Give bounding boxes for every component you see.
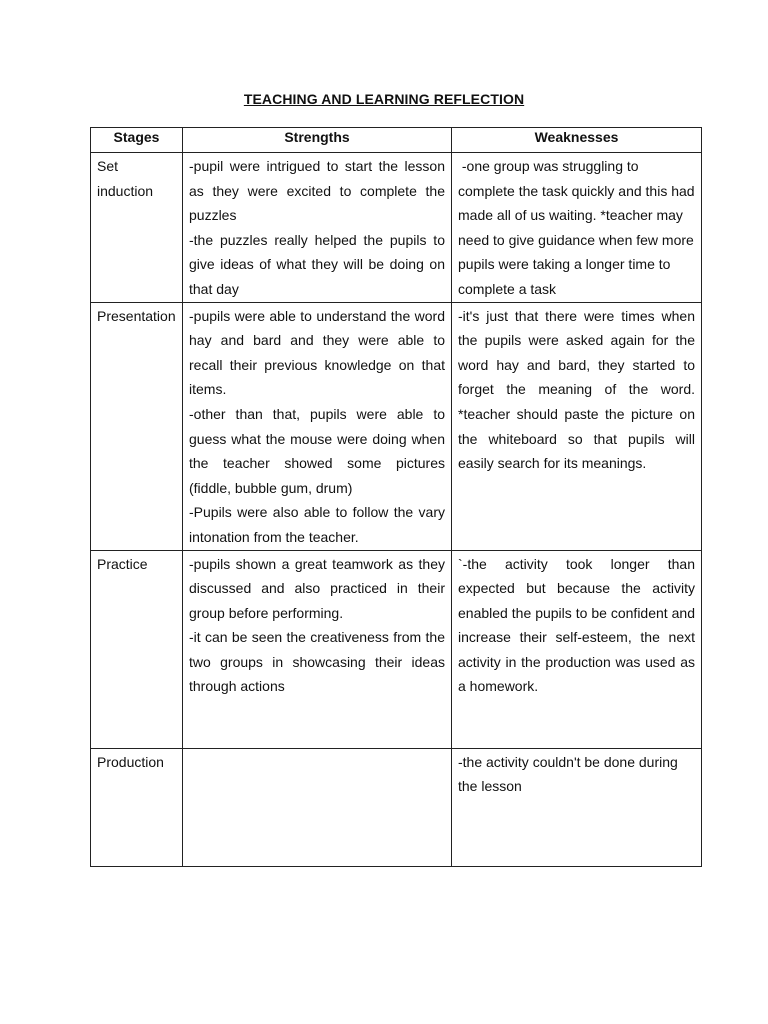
- strength-point: -Pupils were also able to follow the vary intonation from the teacher.: [189, 504, 445, 545]
- weaknesses-cell: [452, 748, 702, 866]
- table-row: [91, 153, 702, 303]
- table-row: [91, 748, 702, 866]
- table-header-row: [91, 128, 702, 153]
- weaknesses-cell: [452, 302, 702, 550]
- strength-point: -other than that, pupils were able to guess what the mouse were doing when the teacher showed some pictures (fiddle, bubble gum, drum): [189, 405, 445, 496]
- strength-point: -pupil were intrigued to start the lesson as they were excited to complete the puzzles: [189, 158, 445, 224]
- strengths-cell: [183, 550, 452, 748]
- stage-cell: [91, 153, 183, 303]
- column-header-weaknesses: Weaknesses: [452, 128, 702, 153]
- weakness-point: -one group was struggling to complete the task quickly and this had made all of us waiting. *teacher may need to give guidance when few more pupils were taking a longer time to complete a task: [458, 158, 699, 297]
- column-header-strengths: Strengths: [183, 128, 452, 153]
- stage-cell: [91, 302, 183, 550]
- strength-point: -the puzzles really helped the pupils to give ideas of what they will be doing on that day: [189, 231, 445, 297]
- document-title: TEACHING AND LEARNING REFLECTION: [243, 91, 525, 107]
- strengths-cell: [183, 748, 452, 866]
- strengths-cell: [183, 153, 452, 303]
- stage-label: Presentation: [97, 307, 176, 324]
- stage-cell: [91, 748, 183, 866]
- weaknesses-cell: [452, 153, 702, 303]
- stage-label: Practice: [97, 555, 148, 572]
- strength-point: -pupils were able to understand the word hay and bard and they were able to recall their previous knowledge on that items.: [189, 307, 445, 398]
- column-header-stages: Stages: [91, 128, 183, 153]
- weakness-point: `-the activity took longer than expected but because the activity enabled the pupils to be confident and increase their self-esteem, the next activity in the production was used as a homework.: [458, 555, 695, 695]
- stage-label: Set induction: [97, 158, 154, 199]
- weaknesses-cell: [452, 550, 702, 748]
- strengths-cell: [183, 302, 452, 550]
- weakness-point: -the activity couldn't be done during the lesson: [458, 753, 678, 795]
- table-row: [91, 302, 702, 550]
- table-row: [91, 550, 702, 748]
- reflection-table: [90, 127, 702, 867]
- weakness-point: -it's just that there were times when the pupils were asked again for the word hay and bard, they started to forget the meaning of the word. *teacher should paste the picture on the whiteboard so that pupils will easily search for its meanings.: [458, 307, 695, 472]
- stage-label: Production: [97, 753, 164, 770]
- stage-cell: [91, 550, 183, 748]
- strength-point: -it can be seen the creativeness from the two groups in showcasing their ideas through actions: [189, 629, 445, 695]
- strength-point: -pupils shown a great teamwork as they discussed and also practiced in their group before performing.: [189, 555, 445, 621]
